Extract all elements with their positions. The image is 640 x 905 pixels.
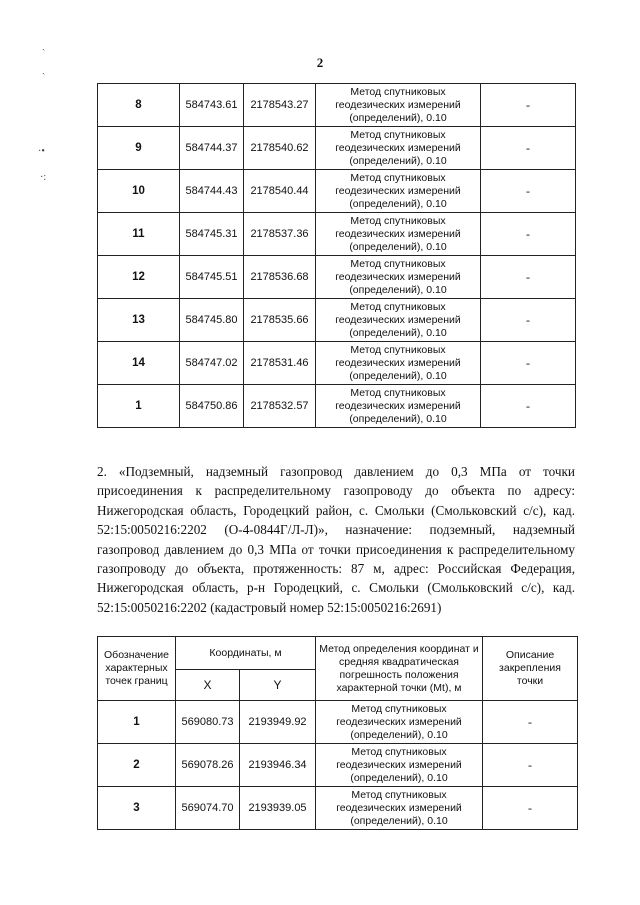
point-cell: 1 xyxy=(98,385,180,428)
header-method-line: погрешность положения xyxy=(339,668,459,681)
header-method-line: характерной точки (Mt), м xyxy=(336,681,462,694)
method-cell xyxy=(316,385,481,428)
y-coord-cell: 2178537.36 xyxy=(244,213,316,256)
table-row xyxy=(98,299,576,342)
table-row xyxy=(98,256,576,299)
description-cell: - xyxy=(481,170,576,213)
table-row xyxy=(98,787,578,830)
method-cell xyxy=(316,127,481,170)
method-line: (определений), 0.10 xyxy=(349,197,447,210)
method-line: геодезических измерений xyxy=(335,98,461,111)
method-line: (определений), 0.10 xyxy=(349,326,447,339)
object-description-paragraph: 2. «Подземный, надземный газопровод давлением до 0,3 МПа от точки присоединения к распределительному газопроводу до объекта по адресу: Нижегородская область, Городецкий район, с. Смольки (Смольковский с/с), кад. 52:15:0050216:2202 (О-4-0844Г/Л-Л)», назначение: подземный, надземный газопровод давлением до 0,3 МПа от точки присоединения к распределительному газопроводу до объекта, протяженность: 87 м, адрес: Российская Федерация, Нижегородская область, р-н Городецкий, с. Смольки (Смольковский с/с), кад. 52:15:0050216:2202 (кадастровый номер 52:15:0050216:2691) xyxy=(97,464,575,615)
method-line: геодезических измерений xyxy=(336,715,462,728)
header-description-line: закрепления xyxy=(499,662,561,674)
table-row xyxy=(98,701,578,744)
method-line: Метод спутниковых xyxy=(350,214,446,227)
header-point xyxy=(98,637,176,701)
method-line: Метод спутниковых xyxy=(350,386,446,399)
coordinates-table-1 xyxy=(97,83,576,428)
header-point-line: точек границ xyxy=(105,675,168,687)
method-cell xyxy=(316,744,483,787)
point-cell: 14 xyxy=(98,342,180,385)
description-cell: - xyxy=(483,701,578,744)
method-cell xyxy=(316,342,481,385)
point-cell: 2 xyxy=(98,744,176,787)
description-cell: - xyxy=(481,385,576,428)
table-row xyxy=(98,213,576,256)
point-cell: 8 xyxy=(98,84,180,127)
scan-speck: ·: xyxy=(40,172,47,183)
method-line: геодезических измерений xyxy=(335,141,461,154)
method-line: (определений), 0.10 xyxy=(349,369,447,382)
description-cell: - xyxy=(481,299,576,342)
coordinates-table-2 xyxy=(97,636,578,830)
page-number: 2 xyxy=(316,55,324,70)
table-row xyxy=(98,127,576,170)
description-cell: - xyxy=(481,256,576,299)
header-description-line: Описание xyxy=(505,649,555,661)
table-row xyxy=(98,170,576,213)
method-line: геодезических измерений xyxy=(335,227,461,240)
point-cell: 13 xyxy=(98,299,180,342)
method-line: геодезических измерений xyxy=(336,758,462,771)
method-cell xyxy=(316,256,481,299)
point-cell: 3 xyxy=(98,787,176,830)
method-line: Метод спутниковых xyxy=(350,300,446,313)
x-coord-cell: 569080.73 xyxy=(176,701,240,744)
y-coord-cell: 2178540.44 xyxy=(244,170,316,213)
x-coord-cell: 584745.51 xyxy=(180,256,244,299)
scan-speck: ·• xyxy=(38,146,45,157)
method-line: (определений), 0.10 xyxy=(350,771,448,784)
description-cell: - xyxy=(481,342,576,385)
table-2-header xyxy=(98,637,578,701)
y-coord-cell: 2178535.66 xyxy=(244,299,316,342)
point-cell: 1 xyxy=(98,701,176,744)
description-cell: - xyxy=(481,213,576,256)
method-line: Метод спутниковых xyxy=(350,85,446,98)
y-coord-cell: 2178543.27 xyxy=(244,84,316,127)
table-2-body xyxy=(98,701,578,830)
table-row xyxy=(98,342,576,385)
x-coord-cell: 584744.37 xyxy=(180,127,244,170)
header-method xyxy=(316,637,483,701)
x-coord-cell: 584745.80 xyxy=(180,299,244,342)
x-coord-cell: 584743.61 xyxy=(180,84,244,127)
method-cell xyxy=(316,701,483,744)
point-cell: 9 xyxy=(98,127,180,170)
method-line: геодезических измерений xyxy=(335,356,461,369)
x-coord-cell: 569074.70 xyxy=(176,787,240,830)
header-coords: Координаты, м xyxy=(176,637,316,670)
method-cell xyxy=(316,170,481,213)
method-line: (определений), 0.10 xyxy=(349,412,447,425)
method-line: (определений), 0.10 xyxy=(350,814,448,827)
table-row xyxy=(98,385,576,428)
method-line: (определений), 0.10 xyxy=(349,154,447,167)
table-1-body xyxy=(98,84,576,428)
method-line: Метод спутниковых xyxy=(350,343,446,356)
y-coord-cell: 2193939.05 xyxy=(240,787,316,830)
scan-speck: ˏ xyxy=(42,64,46,75)
method-line: геодезических измерений xyxy=(335,313,461,326)
description-cell: - xyxy=(483,744,578,787)
method-cell xyxy=(316,299,481,342)
header-y: Y xyxy=(240,670,316,701)
point-cell: 10 xyxy=(98,170,180,213)
header-method-line: средняя квадратическая xyxy=(339,655,459,668)
method-line: Метод спутниковых xyxy=(350,171,446,184)
header-description xyxy=(483,637,578,701)
method-line: Метод спутниковых xyxy=(350,257,446,270)
header-x: X xyxy=(176,670,240,701)
x-coord-cell: 584747.02 xyxy=(180,342,244,385)
method-line: геодезических измерений xyxy=(335,184,461,197)
x-coord-cell: 584744.43 xyxy=(180,170,244,213)
y-coord-cell: 2178532.57 xyxy=(244,385,316,428)
point-cell: 11 xyxy=(98,213,180,256)
method-line: (определений), 0.10 xyxy=(349,111,447,124)
x-coord-cell: 584750.86 xyxy=(180,385,244,428)
y-coord-cell: 2193949.92 xyxy=(240,701,316,744)
point-cell: 12 xyxy=(98,256,180,299)
y-coord-cell: 2178536.68 xyxy=(244,256,316,299)
y-coord-cell: 2178540.62 xyxy=(244,127,316,170)
description-cell: - xyxy=(481,84,576,127)
method-line: Метод спутниковых xyxy=(351,702,447,715)
y-coord-cell: 2178531.46 xyxy=(244,342,316,385)
method-line: (определений), 0.10 xyxy=(350,728,448,741)
table-row xyxy=(98,744,578,787)
method-line: Метод спутниковых xyxy=(351,788,447,801)
header-point-line: характерных xyxy=(105,662,168,674)
x-coord-cell: 569078.26 xyxy=(176,744,240,787)
method-line: геодезических измерений xyxy=(336,801,462,814)
header-description-line: точки xyxy=(516,675,544,687)
method-line: геодезических измерений xyxy=(335,399,461,412)
description-cell: - xyxy=(481,127,576,170)
method-cell xyxy=(316,213,481,256)
description-cell: - xyxy=(483,787,578,830)
method-line: (определений), 0.10 xyxy=(349,240,447,253)
method-line: Метод спутниковых xyxy=(351,745,447,758)
method-line: геодезических измерений xyxy=(335,270,461,283)
method-cell xyxy=(316,787,483,830)
x-coord-cell: 584745.31 xyxy=(180,213,244,256)
table-row xyxy=(98,84,576,127)
header-method-line: Метод определения координат и xyxy=(319,642,479,655)
scan-speck: ˏ xyxy=(42,40,46,51)
method-line: (определений), 0.10 xyxy=(349,283,447,296)
y-coord-cell: 2193946.34 xyxy=(240,744,316,787)
header-point-line: Обозначение xyxy=(104,649,169,661)
method-line: Метод спутниковых xyxy=(350,128,446,141)
method-cell xyxy=(316,84,481,127)
